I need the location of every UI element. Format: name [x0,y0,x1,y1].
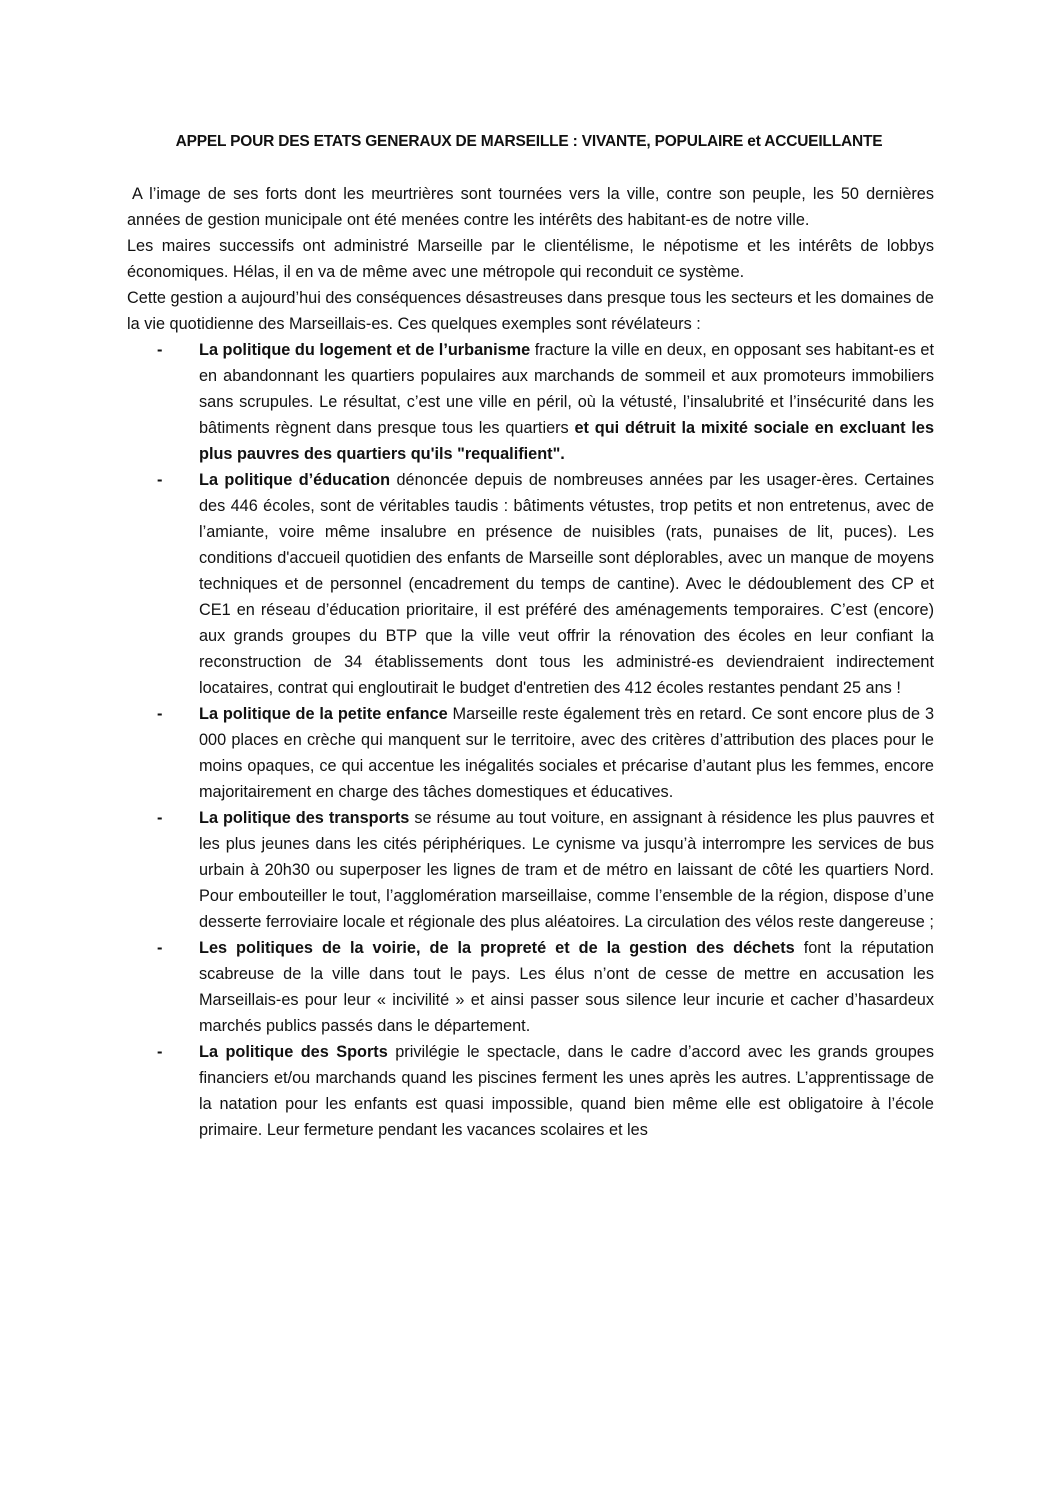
item-heading: Les politiques de la voirie, de la propreté et de la gestion des déchets [199,939,795,957]
item-text: Marseille reste également très en retard. Ce sont encore plus de 3 000 places en crèche qui manquent sur le territoire, avec des critères d’attribution des places pour le moins opaques, ce qui accentue les inégalités sociales et précarise d’autant plus les femmes, encore majoritairement en charge des tâches domestiques et éducatives. [199,705,935,801]
list-item-sports [127,1039,934,1143]
item-text: fracture la ville en deux, en opposant ses habitant-es et en abandonnant les quartiers populaires aux marchands de sommeil et aux promoteurs immobiliers sans scrupules. Le résultat, c’est une ville en péril, où la vétusté, l’insalubrité et l’insécurité dans les bâtiments règnent dans presque tous les quartiers [199,341,934,437]
list-item-roads-cleanliness [127,935,934,1039]
document-title: APPEL POUR DES ETATS GENERAUX DE MARSEILLE : VIVANTE, POPULAIRE et ACCUEILLANTE [175,133,883,150]
intro-paragraph: A l’image de ses forts dont les meurtrières sont tournées vers la ville, contre son peuple, les 50 dernières années de gestion municipale ont été menées contre les intérêts des habitant-es de notre ville. [127,185,934,229]
item-text: se résume au tout voiture, en assignant à résidence les plus pauvres et les plus jeunes dans les cités périphériques. Le cynisme va jusqu’à interrompre les services de bus urbain à 20h30 ou superposer les lignes de tram et de métro en laissant de côté les quartiers Nord. Pour embouteiller le tout, l’agglomération marseillaise, comme l’ensemble de la région, dispose d’une desserte ferroviaire locale et régionale des plus aléatoires. La circulation des vélos reste dangereuse ; [199,809,934,931]
item-text: dénoncée depuis de nombreuses années par les usager-ères. Certaines des 446 écoles, sont de véritables taudis : bâtiments vétustes, trop petits et non entretenus, avec de l’amiante, voire même insalubre en présence de nuisibles (rats, punaises de lit, puces). Les conditions d'accueil quotidien des enfants de Marseille sont déplorables, avec un manque de moyens techniques et de personnel (encadrement du temps de cantine). Avec le dédoublement des CP et CE1 en réseau d’éducation prioritaire, il est préféré des aménagements temporaires. C’est (encore) aux grands groupes du BTP que la ville veut offrir la rénovation des écoles en leur confiant la reconstruction de 34 établissements dont tous les administré-es deviendraient indirectement locataires, contrat qui engloutirait le budget d'entretien des 412 écoles restantes pendant 25 ans ! [199,471,934,697]
item-heading: La politique des transports [199,809,410,827]
list-item-housing [127,337,934,467]
bullet-dash: - [157,809,163,827]
bullet-dash: - [157,705,163,723]
item-heading: La politique d’éducation [199,471,391,489]
item-text: privilégie le spectacle, dans le cadre d’accord avec les grands groupes financiers et/ou marchands quand les piscines ferment les unes après les autres. L’apprentissage de la natation pour les enfants est quasi impossible, quand bien même elle est obligatoire à l’école primaire. Leur fermeture pendant les vacances scolaires et les [199,1043,934,1139]
consequences-paragraph: Cette gestion a aujourd’hui des conséquences désastreuses dans presque tous les secteurs et les domaines de la vie quotidienne des Marseillais-es. Ces quelques exemples sont révélateurs : [127,289,934,333]
mayors-paragraph: Les maires successifs ont administré Marseille par le clientélisme, le népotisme et les intérêts de lobbys économiques. Hélas, il en va de même avec une métropole qui reconduit ce système. [127,237,934,281]
item-text: font la réputation scabreuse de la ville dans tout le pays. Les élus n’ont de cesse de mettre en accusation les Marseillais-es pour leur « incivilité » et ainsi passer sous silence leur incurie et cacher d’hasardeux marchés publics passés dans le département. [199,939,934,1035]
bullet-dash: - [157,471,163,489]
bullet-dash: - [157,341,163,359]
item-heading: La politique de la petite enfance [199,705,448,723]
bullet-dash: - [157,939,163,957]
document-body [127,181,934,1143]
item-heading: La politique du logement et de l’urbanisme [199,341,531,359]
bullet-dash: - [157,1043,163,1061]
policy-list [127,337,934,1143]
item-heading: La politique des Sports [199,1043,388,1061]
list-item-transport [127,805,934,935]
list-item-education [127,467,934,701]
list-item-early-childhood [127,701,934,805]
item-bold-tail: et qui détruit la mixité sociale en excluant les plus pauvres des quartiers qu'ils "requalifient". [199,419,934,463]
